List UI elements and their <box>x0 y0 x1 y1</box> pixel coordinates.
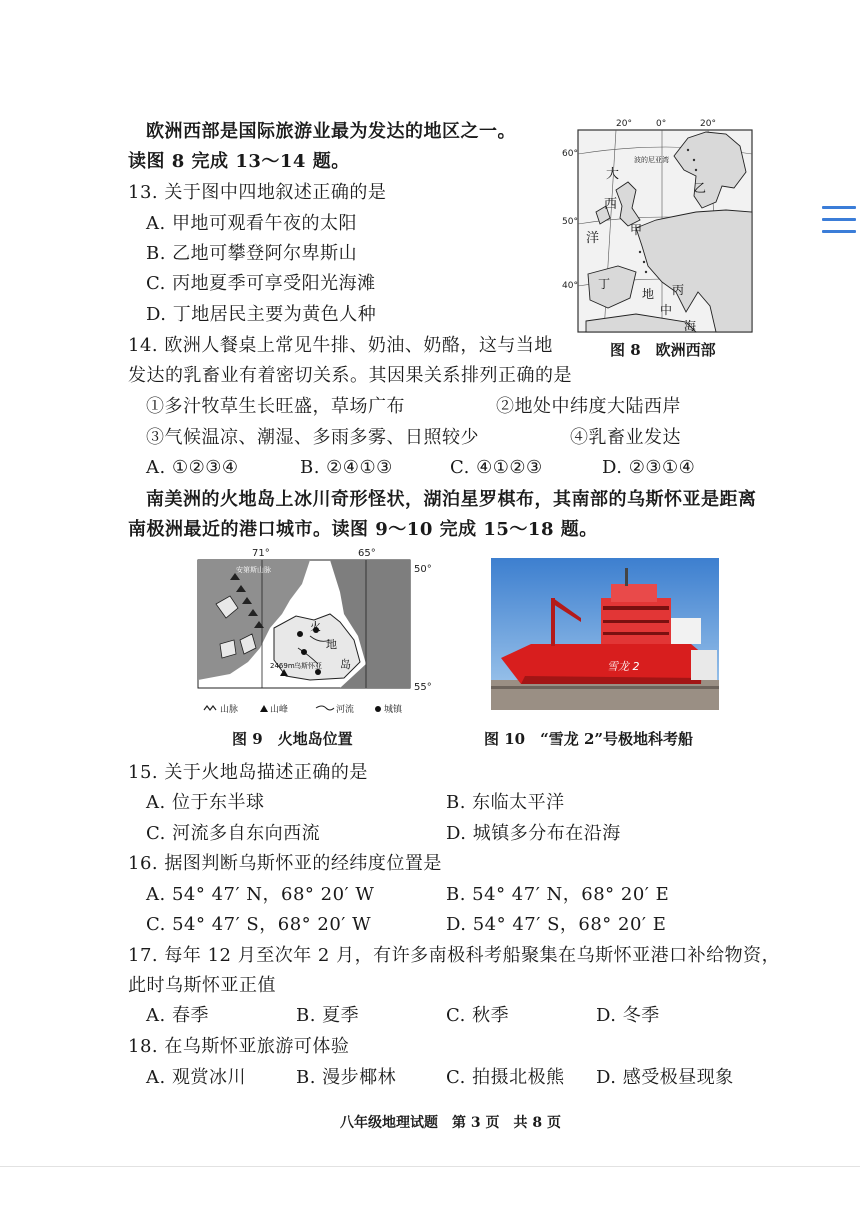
q17-option-a[interactable]: A. 春季 <box>146 1005 209 1026</box>
q15-stem: 15. 关于火地岛描述正确的是 <box>128 762 368 783</box>
fig8-lon-label-1: 20° <box>616 119 632 129</box>
menu-bar-top <box>822 206 856 209</box>
q13-option-d[interactable]: D. 丁地居民主要为黄色人种 <box>146 304 377 325</box>
q17-stem-line-2: 此时乌斯怀亚正值 <box>128 975 276 996</box>
q16-stem: 16. 据图判断乌斯怀亚的经纬度位置是 <box>128 853 442 874</box>
figure-9-caption: 图 9 火地岛位置 <box>232 730 353 748</box>
q18-option-a[interactable]: A. 观赏冰川 <box>146 1067 246 1088</box>
fig8-lat-label-1: 60° <box>562 149 578 159</box>
page-footer: 八年级地理试题 第 3 页 共 8 页 <box>340 1115 561 1131</box>
fig9-peak-label: 2469m <box>270 662 295 670</box>
fig8-ocean-char-3: 洋 <box>586 231 600 246</box>
q18-option-d[interactable]: D. 感受极昼现象 <box>596 1067 734 1088</box>
fig9-city-label: 乌斯怀亚 <box>294 662 322 670</box>
fig8-lon-label-3: 20° <box>700 119 716 129</box>
intro-1-line-2: 读图 8 完成 13～14 题。 <box>128 151 350 172</box>
q13-option-a[interactable]: A. 甲地可观看午夜的太阳 <box>146 213 357 234</box>
fig8-small-label: 波的尼亚湾 <box>634 156 669 164</box>
intro-2-line-2: 南极洲最近的港口城市。读图 9～10 完成 15～18 题。 <box>128 519 598 540</box>
menu-bar-middle <box>822 218 856 221</box>
q16-option-b[interactable]: B. 54° 47′ N，68° 20′ E <box>446 884 670 905</box>
q14-option-d[interactable]: D. ②③①④ <box>602 457 696 478</box>
fig9-lon-label-2: 65° <box>358 548 376 559</box>
q14-option-a[interactable]: A. ①②③④ <box>146 457 239 478</box>
intro-2-line-1: 南美洲的火地岛上冰川奇形怪状，湖泊星罗棋布，其南部的乌斯怀亚是距离 <box>146 489 757 510</box>
q15-option-d[interactable]: D. 城镇多分布在沿海 <box>446 823 621 844</box>
fig9-lat-label-2: 55° <box>414 682 432 693</box>
menu-bar-bottom <box>822 230 856 233</box>
q18-option-c[interactable]: C. 拍摄北极熊 <box>446 1067 565 1088</box>
fig9-island-char-3: 岛 <box>340 658 351 671</box>
fig9-legend <box>204 703 403 715</box>
fig8-place-jia: 甲 <box>630 223 643 237</box>
q16-option-c[interactable]: C. 54° 47′ S，68° 20′ W <box>146 914 372 935</box>
fig8-ocean-char-1: 大 <box>606 167 620 182</box>
ship-hull-name: 雪龙 2 <box>607 660 640 673</box>
q14-stem-line-1: 14. 欧洲人餐桌上常见牛排、奶油、奶酪，这与当地 <box>128 335 553 356</box>
q14-stem-line-2: 发达的乳畜业有着密切关系。其因果关系排列正确的是 <box>128 365 572 386</box>
q18-stem: 18. 在乌斯怀亚旅游可体验 <box>128 1036 350 1057</box>
q15-option-a[interactable]: A. 位于东半球 <box>146 792 265 813</box>
fig8-lon-label-2: 0° <box>656 119 667 129</box>
q17-stem-line-1: 17. 每年 12 月至次年 2 月，有许多南极科考船聚集在乌斯怀亚港口补给物资， <box>128 945 781 966</box>
figure-10-caption: 图 10 “雪龙 2”号极地科考船 <box>484 730 694 748</box>
fig8-lat-label-3: 40° <box>562 281 578 291</box>
q15-option-c[interactable]: C. 河流多自东向西流 <box>146 823 321 844</box>
fig8-sea-char-2: 中 <box>660 303 673 317</box>
figure-9-tierra-del-fuego-map <box>190 544 440 724</box>
bottom-divider <box>0 1166 860 1167</box>
fig9-legend-mountains: 山脉 <box>220 705 239 715</box>
fig8-place-bing: 丙 <box>672 283 685 297</box>
fig8-place-ding: 丁 <box>598 277 611 291</box>
fig9-legend-peak: 山峰 <box>270 705 289 715</box>
q13-option-b[interactable]: B. 乙地可攀登阿尔卑斯山 <box>146 243 358 264</box>
fig9-lat-label-1: 50° <box>414 564 432 575</box>
q14-item-2: ②地处中纬度大陆西岸 <box>496 396 681 417</box>
fig8-sea-char-1: 地 <box>642 287 655 301</box>
q13-option-c[interactable]: C. 丙地夏季可享受阳光海滩 <box>146 273 376 294</box>
fig8-ocean-char-2: 西 <box>604 197 618 212</box>
q16-option-d[interactable]: D. 54° 47′ S，68° 20′ E <box>446 914 667 935</box>
hamburger-menu-icon[interactable] <box>822 206 856 238</box>
fig9-mountain-label: 安第斯山脉 <box>236 566 271 574</box>
q17-option-c[interactable]: C. 秋季 <box>446 1005 510 1026</box>
figure-8-europe-map <box>562 116 756 340</box>
fig8-sea-char-3: 海 <box>684 319 697 333</box>
q17-option-d[interactable]: D. 冬季 <box>596 1005 660 1026</box>
fig9-legend-town: 城镇 <box>384 705 403 715</box>
europe-map-svg <box>562 116 756 336</box>
fig8-lat-label-2: 50° <box>562 217 578 227</box>
q14-item-1: ①多汁牧草生长旺盛，草场广布 <box>146 396 405 417</box>
q14-item-4: ④乳畜业发达 <box>570 427 681 448</box>
fig9-legend-river: 河流 <box>336 705 355 715</box>
fig9-island-char-2: 地 <box>326 638 337 651</box>
fig9-lon-label-1: 71° <box>252 548 270 559</box>
tierra-del-fuego-map-svg <box>190 544 440 720</box>
q18-option-b[interactable]: B. 漫步椰林 <box>296 1067 397 1088</box>
figure-10-ship-photo <box>491 558 719 714</box>
fig8-place-yi: 乙 <box>694 181 707 195</box>
q13-stem: 13. 关于图中四地叙述正确的是 <box>128 182 387 203</box>
ship-photo-svg <box>491 558 719 710</box>
intro-1-line-1: 欧洲西部是国际旅游业最为发达的地区之一。 <box>146 121 516 142</box>
q16-option-a[interactable]: A. 54° 47′ N，68° 20′ W <box>146 884 375 905</box>
q17-option-b[interactable]: B. 夏季 <box>296 1005 360 1026</box>
q14-option-b[interactable]: B. ②④①③ <box>300 457 393 478</box>
fig9-island-char-1: 火 <box>310 620 321 633</box>
q14-option-c[interactable]: C. ④①②③ <box>450 457 543 478</box>
figure-8-caption: 图 8 欧洲西部 <box>610 341 716 359</box>
q14-item-3: ③气候温凉、潮湿、多雨多雾、日照较少 <box>146 427 479 448</box>
q15-option-b[interactable]: B. 东临太平洋 <box>446 792 565 813</box>
